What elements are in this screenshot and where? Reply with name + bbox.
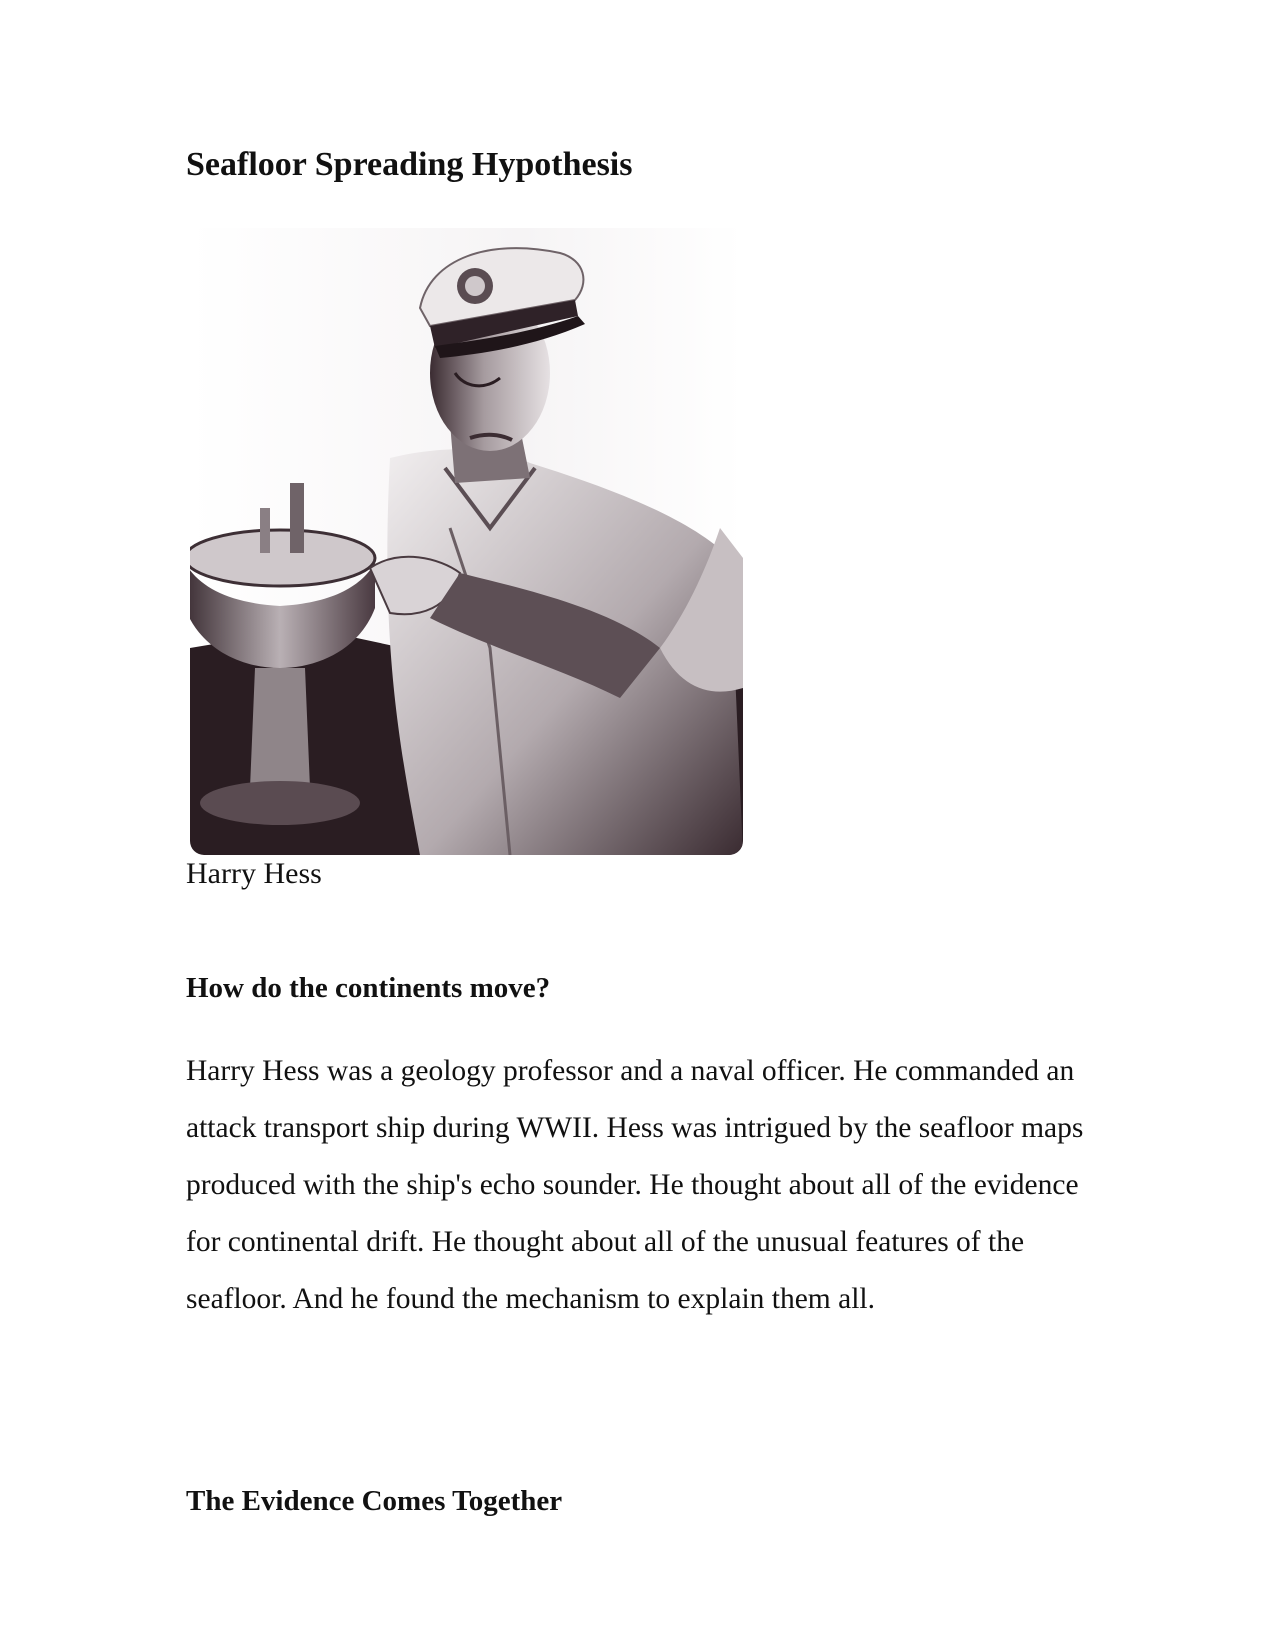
section-heading-evidence: The Evidence Comes Together [186,1485,563,1517]
section-heading-continents: How do the continents move? [186,972,551,1004]
photo-caption: Harry Hess [186,857,322,890]
page-title: Seafloor Spreading Hypothesis [186,146,633,183]
body-paragraph: Harry Hess was a geology professor and a naval officer. He commanded an attack transport ship during WWII. Hess was intrigued by the seafloor maps produced with the ship's echo sounder. He thought about all of the evidence for continental drift. He thought about all of the unusual features of the seafloor. And he found the mechanism to explain them all. [186,1055,1084,1315]
portrait-photo-icon [190,228,743,855]
